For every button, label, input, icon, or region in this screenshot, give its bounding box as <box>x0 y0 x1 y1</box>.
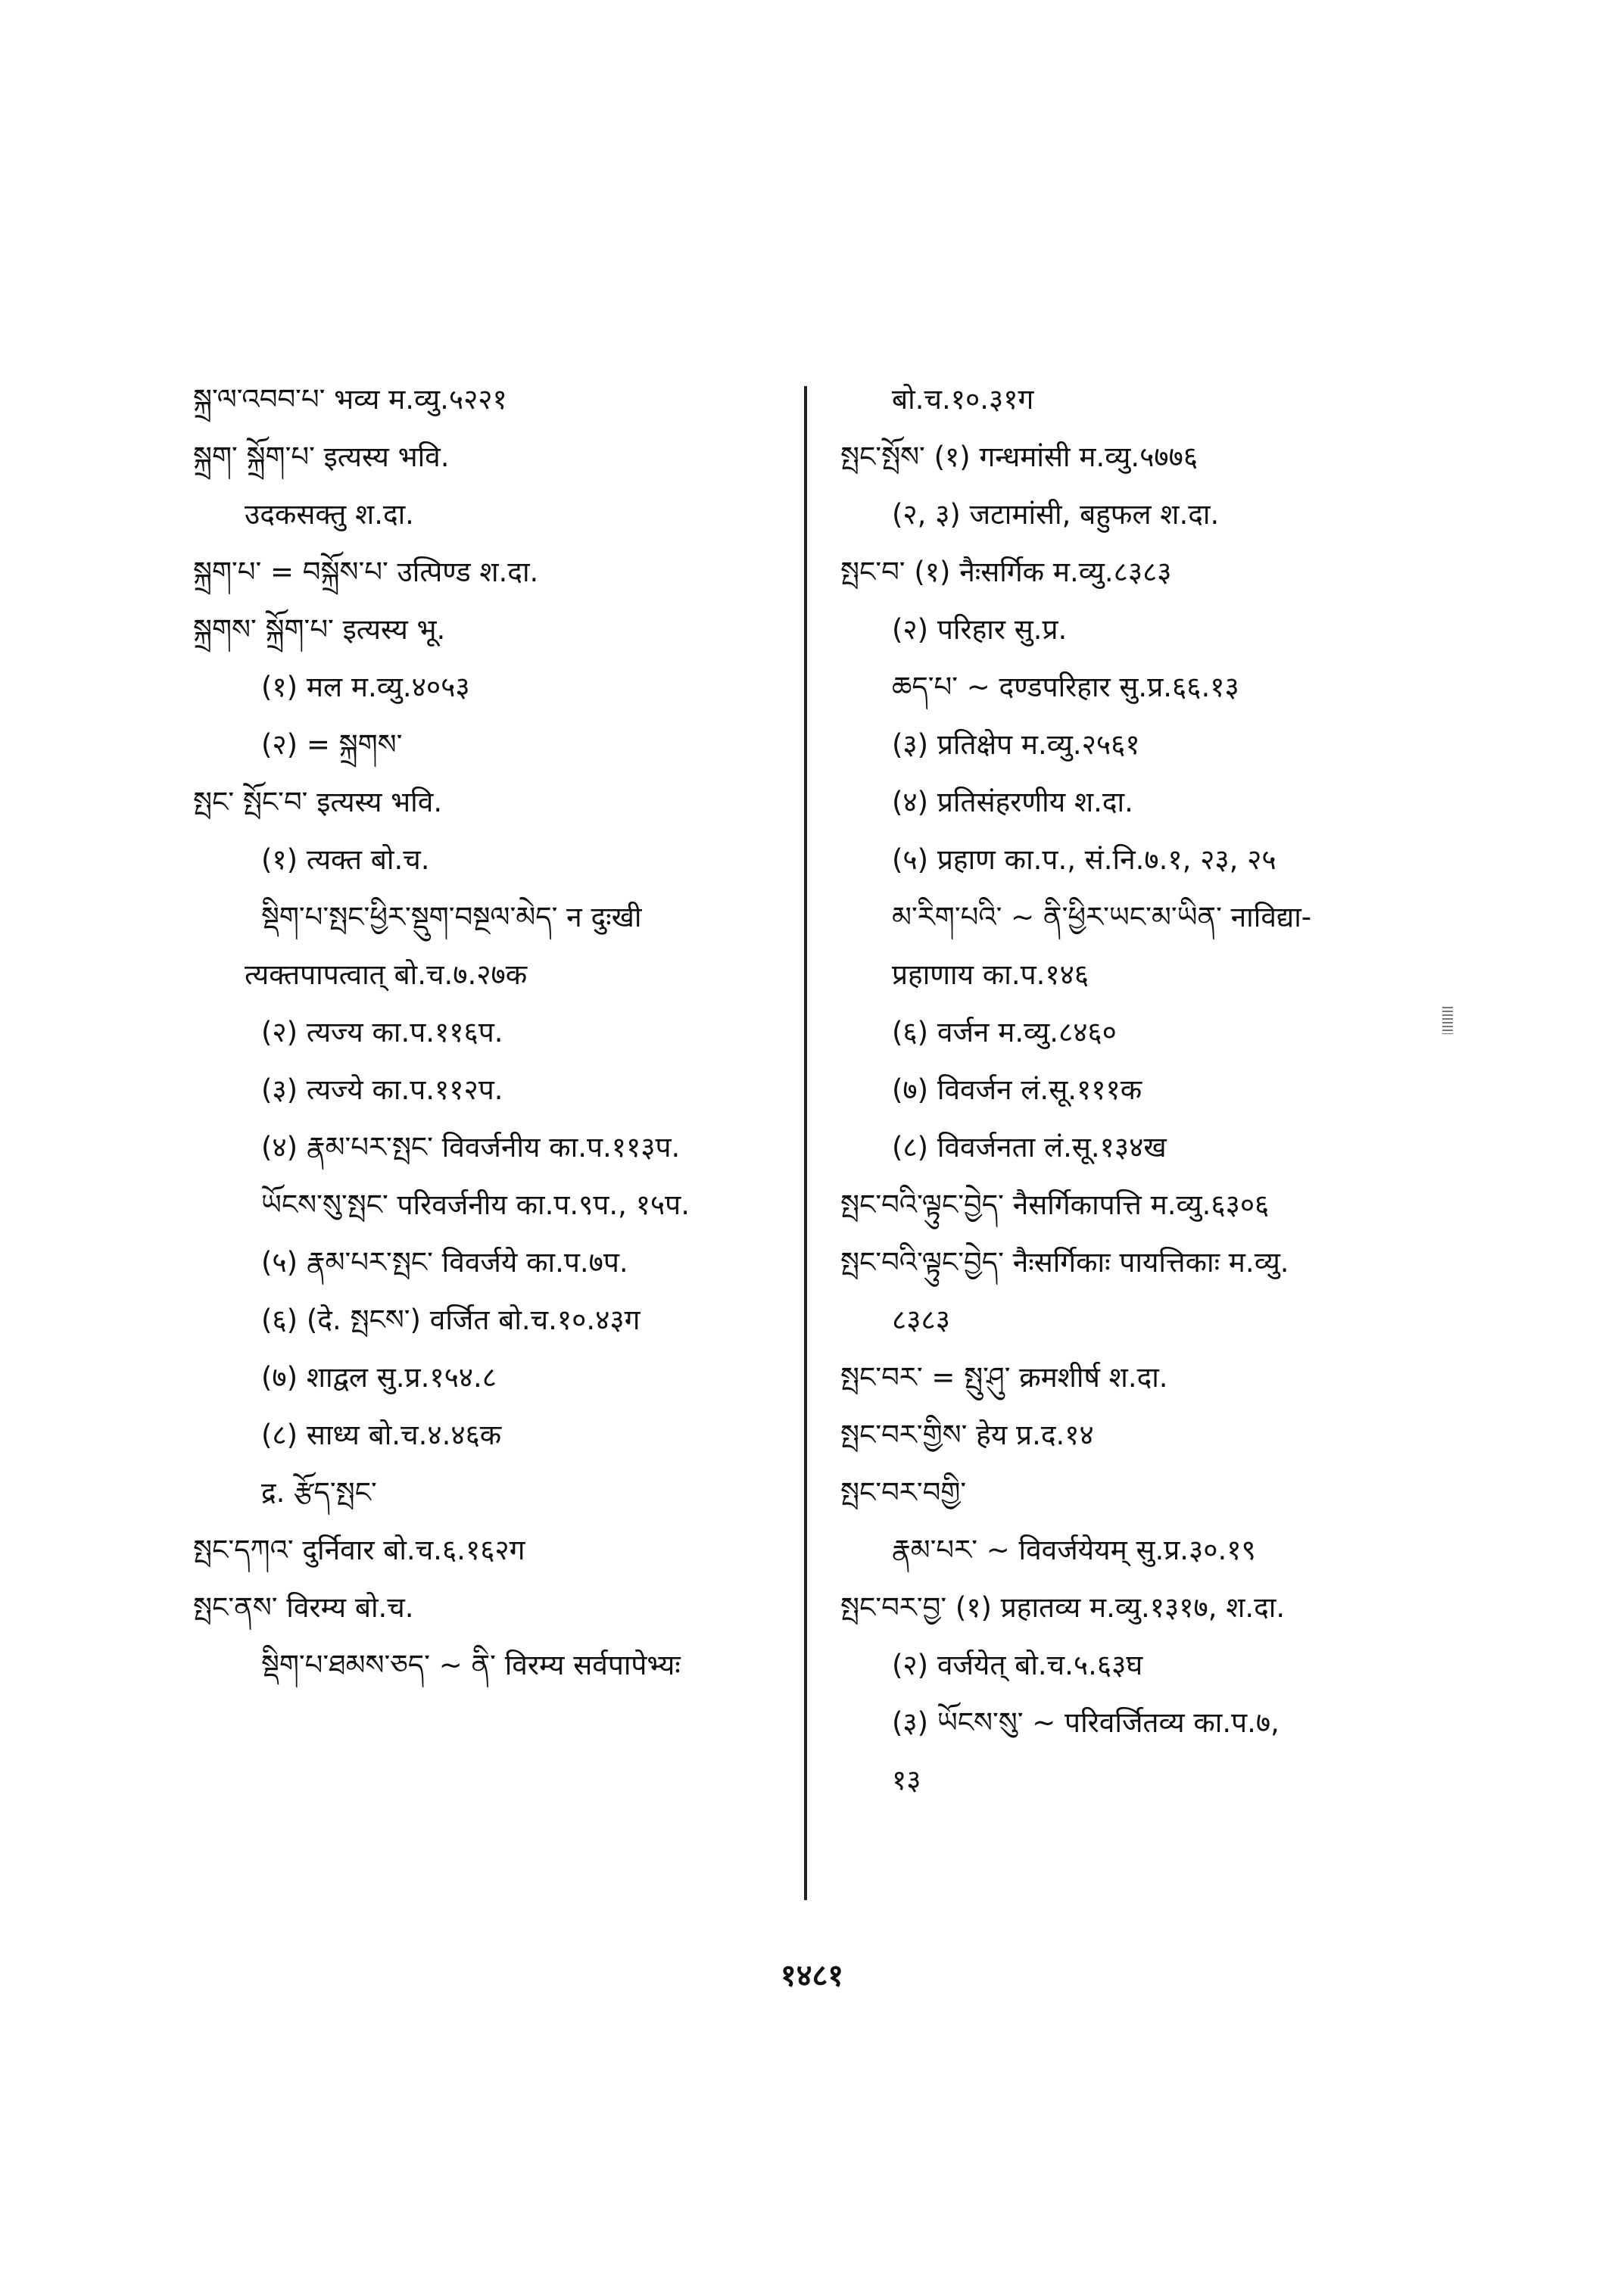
entry-line: (४) རྣམ་པར་སྤང་ विवर्जनीय का.प.११३प. <box>261 1131 681 1164</box>
entry-line: (२) = སྐྲགས་ <box>261 728 403 761</box>
entry-line: སྤང་བར་ = སྤུ་ཤུ་ क्रमशीर्ष श.दा. <box>840 1361 1168 1394</box>
entry-line: (२, ३) जटामांसी, बहुफल श.दा. <box>892 498 1220 531</box>
entry-line: རྣམ་པར་ ~ विवर्जयेयम् सु.प्र.३०.१९ <box>892 1534 1256 1566</box>
entry-line: སྐྲ་ལ་འབབ་པ་ भव्य म.व्यु.५२२१ <box>193 383 507 416</box>
entry-line: (१) मल म.व्यु.४०५३ <box>261 671 470 703</box>
entry-line: (६) (दे. སྤངས་) वर्जित बो.च.१०.४३ग <box>261 1304 641 1336</box>
left-column <box>193 371 799 1694</box>
entry-line: སྤང་སྤོས་ (१) गन्धमांसी म.व्यु.५७७६ <box>840 441 1199 473</box>
entry-line: बो.च.१०.३१ग <box>892 383 1034 416</box>
entry-line: སྐྲགས་ སྐྲོག་པ་ इत्यस्य भू. <box>193 613 446 646</box>
entry-line: སྐྲག་ སྐྲོག་པ་ इत्यस्य भवि. <box>193 441 450 473</box>
entry-line: (८) विवर्जनता लं.सू.१३४ख <box>892 1131 1167 1164</box>
entry-line: उदकसक्तु श.दा. <box>245 498 414 531</box>
entry-line: སྡིག་པ་སྤང་ཕྱིར་སྡུག་བསྔལ་མེད་ न दुःखी <box>261 901 642 933</box>
right-column <box>840 371 1446 1809</box>
entry-line: (१) त्यक्त बो.च. <box>261 843 430 876</box>
entry-line: (७) विवर्जन लं.सू.१११क <box>892 1073 1142 1106</box>
entry-line: (२) त्यज्य का.प.११६प. <box>261 1016 503 1048</box>
entry-line: སྤང་བར་བྱ་ (१) प्रहातव्य म.व्यु.१३१७, श.दा. <box>840 1591 1286 1624</box>
entry-line: སྤང་ནས་ विरम्य बो.च. <box>193 1591 414 1624</box>
entry-line: སྤང་བར་གྱིས་ हेय प्र.द.१४ <box>840 1419 1094 1451</box>
entry-line: ཆད་པ་ ~ दण्डपरिहार सु.प्र.६६.१३ <box>892 671 1239 703</box>
column-divider <box>804 386 807 1900</box>
entry-line: (२) परिहार सु.प्र. <box>892 613 1068 646</box>
entry-line: (६) वर्जन म.व्यु.८४६० <box>892 1016 1117 1048</box>
entry-line: སྐྲག་པ་ = བསྐྲོས་པ་ उत्पिण्ड श.दा. <box>193 556 539 588</box>
entry-line: (३) प्रतिक्षेप म.व्यु.२५६१ <box>892 728 1140 761</box>
entry-line: སྤང་བར་བགྱི་ <box>840 1476 967 1509</box>
entry-line: १३ <box>892 1764 921 1796</box>
entry-line: (४) प्रतिसंहरणीय श.दा. <box>892 786 1133 818</box>
page-number: १४८१ <box>780 1958 844 1993</box>
entry-line: (५) प्रहाण का.प., सं.नि.७.१, २३, २५ <box>892 843 1276 876</box>
entry-line: མ་རིག་པའི་ ~ ནི་ཕྱིར་ཡང་མ་ཡིན་ नाविद्या- <box>892 901 1312 933</box>
entry-line: (२) वर्जयेत् बो.च.५.६३घ <box>892 1649 1143 1681</box>
entry-line: སྡིག་པ་ཐམས་ཅད་ ~ ནི་ विरम्य सर्वपापेभ्यः <box>261 1649 681 1681</box>
entry-line: (३) ཡོངས་སུ་ ~ परिवर्जितव्य का.प.७, <box>892 1706 1280 1739</box>
entry-line: སྤང་དཀའ་ दुर्निवार बो.च.६.१६२ग <box>193 1534 525 1566</box>
entry-line: སྤང་བའི་ལྟུང་བྱེད་ नैसर्गिकापत्ति म.व्यु.६३०६ <box>840 1189 1270 1221</box>
entry-line: प्रहाणाय का.प.१४६ <box>892 958 1089 991</box>
entry-line: द्र. རྩོད་སྤང་ <box>261 1476 377 1509</box>
margin-mark <box>1442 1007 1453 1034</box>
entry-line: (३) त्यज्ये का.प.११२प. <box>261 1073 503 1106</box>
entry-line: སྤང་བ་ (१) नैःसर्गिक म.व्यु.८३८३ <box>840 556 1172 588</box>
entry-line: (७) शाद्वल सु.प्र.१५४.८ <box>261 1361 497 1394</box>
entry-line: སྤང་ སྤོང་བ་ इत्यस्य भवि. <box>193 786 443 818</box>
entry-line: ཡོངས་སུ་སྤང་ परिवर्जनीय का.प.९प., १५प. <box>261 1189 690 1221</box>
entry-line: ८३८३ <box>892 1304 950 1336</box>
entry-line: སྤང་བའི་ལྟུང་བྱེད་ नैःसर्गिकाः पायत्तिकाः म.व्यु. <box>840 1246 1289 1279</box>
entry-line: (८) साध्य बो.च.४.४६क <box>261 1419 502 1451</box>
entry-line: (५) རྣམ་པར་སྤང་ विवर्जये का.प.७प. <box>261 1246 628 1279</box>
entry-line: त्यक्तपापत्वात् बो.च.७.२७क <box>245 958 528 991</box>
